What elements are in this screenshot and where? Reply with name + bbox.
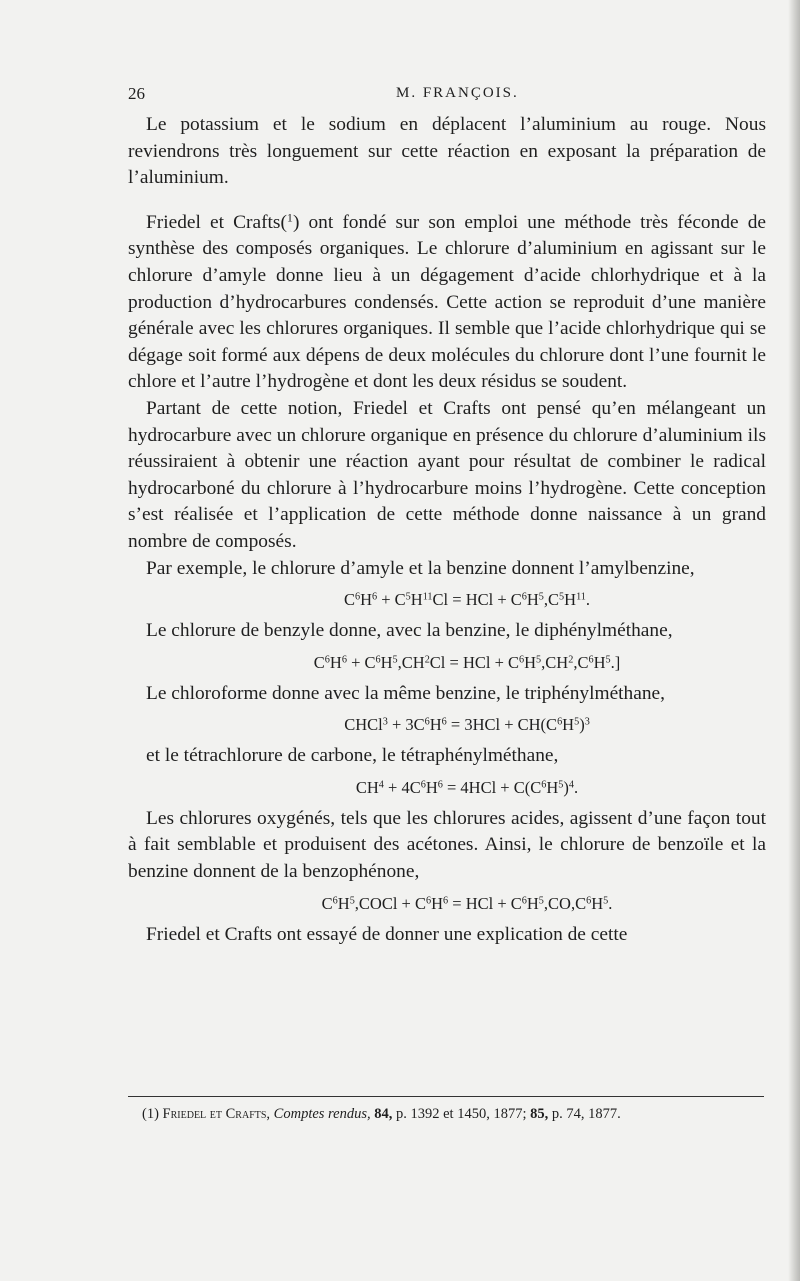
paragraph-notion: Partant de cette notion, Friedel et Crafts ont pensé qu’en mélangeant un hydrocarbure avec un chlorure organique en présence du chlorure d’aluminium ils réussiraient à obtenir une réaction ayant pour résultat de combiner le radical hydrocarboné du chlorure à l’hydrocarbure moins l’hydrogène. Cette conception s’est réalisée et l’application de cette méthode donne naissance à un grand nombre de composés. bbox=[128, 397, 766, 552]
paragraph-diphenylmethane: Le chlorure de benzyle donne, avec la benzine, le diphénylméthane, bbox=[146, 620, 673, 642]
equation-amylbenzine: $C^6H^6 + C^5H^{11}Cl$ = HCl + $C^6H^5,C^5H^{11}$. bbox=[343, 590, 591, 610]
running-title: M. FRANÇOIS. bbox=[396, 85, 519, 101]
paragraph-tetraphenylmethane: et le tétrachlorure de carbone, le tétraphénylméthane, bbox=[146, 745, 559, 767]
paragraph-aluminium-displacement: Le potassium et le sodium en déplacent l’aluminium au rouge. Nous reviendrons très longuement sur cette réaction en exposant la préparation de l’aluminium. bbox=[128, 114, 766, 189]
footnote-mark: (1) bbox=[142, 1106, 159, 1122]
equation-triphenylmethane: CHCl$^3$ + $3C^6H^6 = 3HCl + CH(C^6H^5)^3$ bbox=[344, 715, 590, 735]
equation-benzophenone: $C^6H^5,COCl + C^6H^6$ = HCl + $C^6H^5,CO,C^6H^5$. bbox=[321, 893, 613, 913]
paragraph-friedel-crafts-method: Friedel et Crafts($^1$) ont fondé sur son emploi une méthode très féconde de synthèse des composés organiques. Le chlorure d’aluminium en agissant sur le chlorure d’amyle donne lieu à un dégagement d’acide chlorhydrique et à la production d’hydrocarbures condensés. Cette action se reproduit d’une manière générale avec les chlorures organiques. Il semble que l’acide chlorhydrique qui se dégage soit formé aux dépens de deux molécules du chlorure dont l’une fournit le chlore et l’autre l’hydrogène et dont les deux résidus se soudent. bbox=[128, 210, 766, 393]
footnote: (1) Friedel et Crafts, Comptes rendus, 84, p. 1392 et 1450, 1877; 85, p. 74, 1877. bbox=[142, 1106, 621, 1122]
page-edge-shadow bbox=[788, 0, 800, 1281]
book-page bbox=[128, 84, 766, 1122]
footnote-authors: Friedel et Crafts, bbox=[162, 1106, 271, 1122]
footnote-journal: Comptes rendus, bbox=[273, 1106, 371, 1122]
paragraph-triphenylmethane: Le chloroforme donne avec la même benzine, le triphénylméthane, bbox=[146, 682, 666, 704]
equation-diphenylmethane: $C^6H^6 + C^6H^5,CH^2Cl$ = HCl + $C^6H^5,CH^2,C^6H^5$.] bbox=[313, 652, 621, 672]
paragraph-explanation: Friedel et Crafts ont essayé de donner une explication de cette bbox=[146, 923, 628, 945]
equation-tetraphenylmethane: $CH^4 + 4C^6H^6 = 4HCl + C(C^6H^5)^4$. bbox=[355, 777, 579, 797]
footnote-reference: 1 bbox=[286, 210, 293, 225]
paragraph-oxygenated-chlorides: Les chlorures oxygénés, tels que les chlorures acides, agissent d’une façon tout à fait semblable et produisent des acétones. Ainsi, le chlorure de benzoïle et la benzine donnent de la benzophénone, bbox=[128, 807, 766, 883]
running-head bbox=[128, 84, 766, 110]
page-number: 26 bbox=[128, 84, 145, 103]
footnote-divider bbox=[128, 1096, 764, 1097]
paragraph-example-amylbenzine: Par exemple, le chlorure d’amyle et la benzine donnent l’amylbenzine, bbox=[146, 557, 695, 579]
